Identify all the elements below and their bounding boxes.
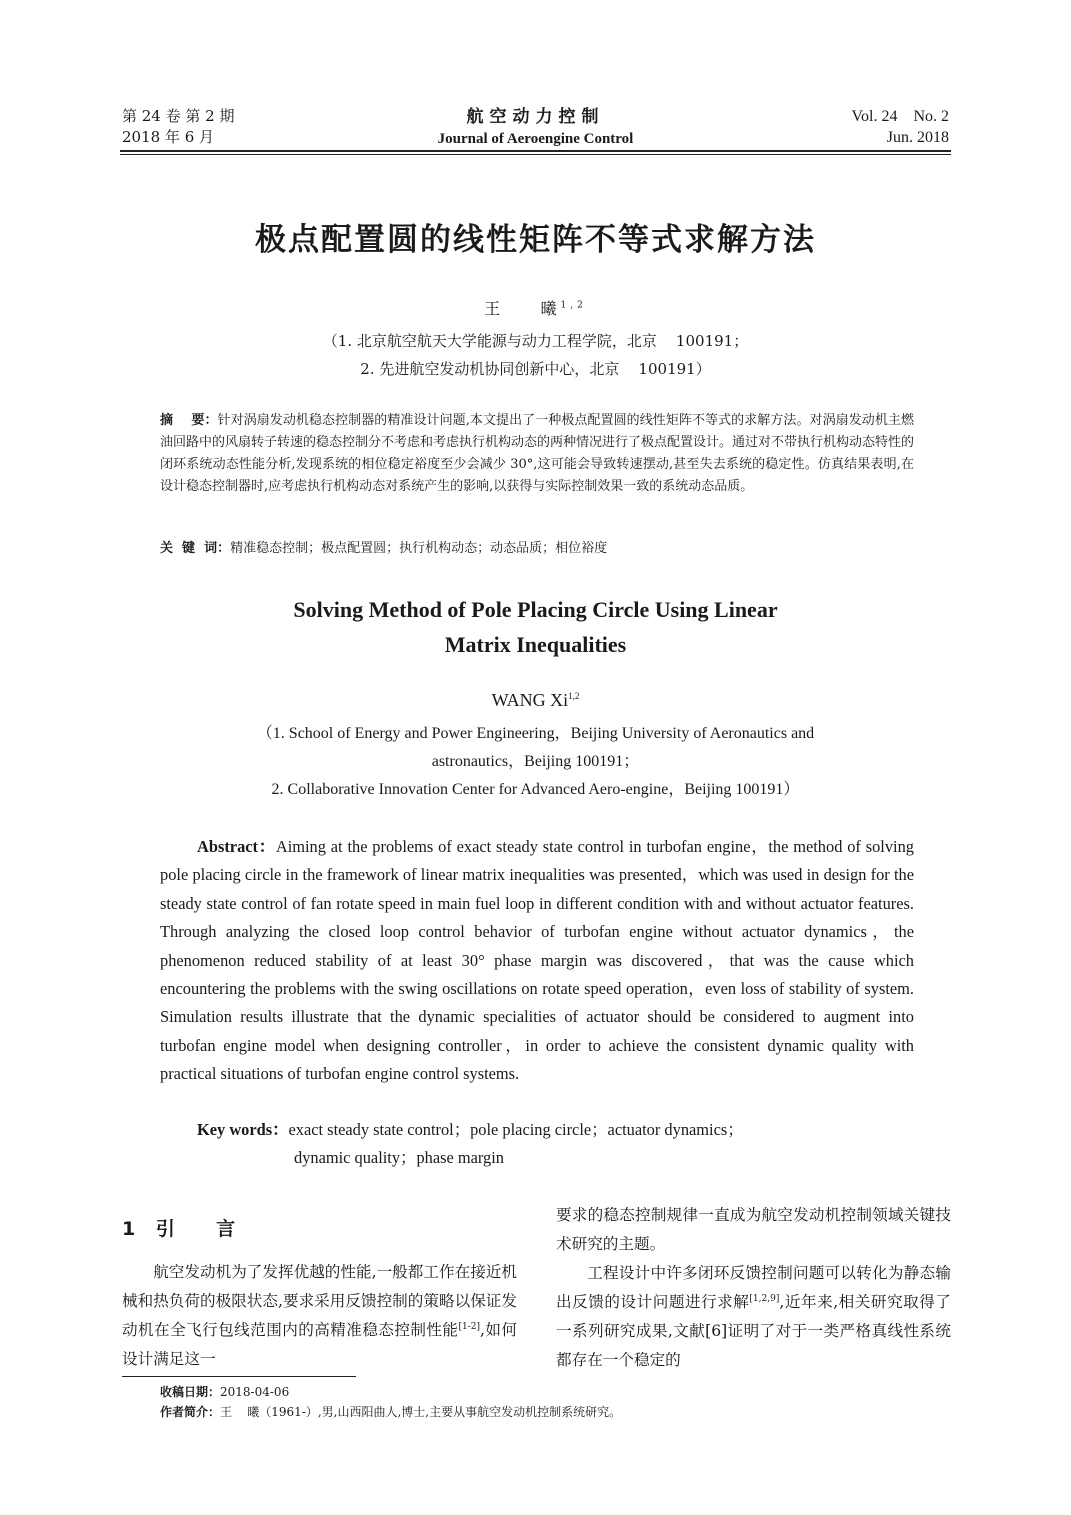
body-paragraph	[122, 1258, 517, 1374]
body-column-left	[122, 1258, 517, 1374]
author-name-en: WANG Xi	[491, 690, 569, 710]
header-rule-thick	[120, 150, 951, 152]
affiliation-cn-line: 2. 先进航空发动机协同创新中心，北京 100191）	[360, 360, 711, 378]
section-title: 引 言	[155, 1218, 236, 1240]
affiliation-en	[0, 720, 1071, 804]
author-affil-sup-cn: 1,2	[560, 300, 587, 311]
paper-title-cn: 极点配置圆的线性矩阵不等式求解方法	[255, 222, 816, 258]
abstract-cn-label: 摘 要：	[160, 413, 218, 428]
abstract-en-label: Abstract：	[197, 837, 276, 856]
citation-ref: [1,2,9]	[749, 1293, 780, 1304]
footnote-received-label: 收稿日期：	[160, 1385, 221, 1399]
journal-name-en: Journal of Aeroengine Control	[437, 131, 634, 147]
keywords-cn-label: 关 键 词：	[160, 541, 231, 556]
body-column-right	[556, 1201, 951, 1375]
affiliation-en-line: （1. School of Energy and Power Engineering，Beijing University of Aeronautics and	[256, 725, 815, 742]
affiliation-cn	[0, 327, 1071, 383]
paper-title-en	[0, 592, 1071, 662]
para-text: 工程设计中许多闭环反馈控制问题可以转化为静态输出反馈的设计问题进行求解	[556, 1264, 951, 1311]
header-volume-en	[852, 106, 950, 148]
author-affil-sup-en: 1,2	[568, 691, 580, 701]
author-en	[0, 690, 1071, 711]
abstract-cn-text: 针对涡扇发动机稳态控制器的精准设计问题,本文提出了一种极点配置圆的线性矩阵不等式的求解方法。对涡扇发动机主燃油回路中的风扇转子转速的稳态控制分不考虑和考虑执行机构动态的两种情况进行了极点配置设计。通过对不带执行机构动态特性的闭环系统动态性能分析,发现系统的相位稳定裕度至少会减少 30°,这可能会导致转速摆动,甚至失去系统的稳定性。仿真结果表明,在设计稳态控制器时,应考虑执行机构动态对系统产生的影响,以获得与实际控制效果一致的系统动态品质。	[160, 413, 915, 494]
header-volume-issue: 第 24 卷 第 2 期	[122, 107, 235, 125]
author-cn	[0, 296, 1071, 319]
footnote-received	[160, 1382, 289, 1402]
section-heading	[122, 1214, 235, 1241]
affiliation-en-line: 2. Collaborative Innovation Center for Advanced Aero-engine，Beijing 100191）	[271, 781, 800, 798]
section-number: 1	[122, 1218, 136, 1240]
header-rule-thin	[120, 154, 951, 155]
abstract-en-text: Aiming at the problems of exact steady state control in turbofan engine，the method of solving pole placing circle in the framework of linear matrix inequalities was presented，which was used in design for the steady state control of fan rotate speed in main fuel loop in different condition with and without actuator features. Through analyzing the closed loop control behavior of turbofan engine without actuator dynamics，the phenomenon reduced stability of at least 30° phase margin was discovered，that was the cause which encountering the problems with the swing oscillations on rotate speed operation，even loss of stability of system. Simulation results illustrate that the dynamic specialities of actuator should be considered to augment into turbofan engine model when designing controller，in order to achieve the consistent dynamic quality with practical situations of turbofan engine control systems.	[160, 837, 914, 1084]
keywords-cn	[160, 538, 914, 560]
paper-title-en-line: Matrix Inequalities	[444, 632, 627, 657]
header-month-year: Jun. 2018	[886, 129, 949, 146]
footnote-received-value: 2018-04-06	[220, 1385, 290, 1399]
header-vol-no: Vol. 24 No. 2	[851, 108, 949, 125]
footnote-author-value: 王 曦（1961-）,男,山西阳曲人,博士,主要从事航空发动机控制系统研究。	[220, 1405, 622, 1419]
keywords-en-label: Key words：	[197, 1120, 289, 1139]
body-paragraph: 要求的稳态控制规律一直成为航空发动机控制领域关键技术研究的主题。	[556, 1206, 951, 1253]
affiliation-cn-line: （1. 北京航空航天大学能源与动力工程学院，北京 100191；	[322, 332, 749, 350]
journal-name-cn: 航空动力控制	[466, 107, 605, 127]
author-name-cn: 王 曦	[484, 299, 561, 318]
header-date: 2018 年 6 月	[122, 128, 215, 146]
affiliation-en-line: astronautics，Beijing 100191；	[431, 753, 640, 770]
keywords-en-line1: exact steady state control；pole placing circle；actuator dynamics；	[288, 1120, 744, 1139]
keywords-cn-text: 精准稳态控制；极点配置圆；执行机构动态；动态品质；相位裕度	[230, 541, 608, 556]
para-text: ,近年来,相关研究取得了一系列研究成果,文献[6]证明了对于一类严格真线性系统都存在一个稳定的	[556, 1293, 951, 1369]
body-paragraph	[556, 1259, 951, 1375]
paper-title-en-line: Solving Method of Pole Placing Circle Using Linear	[293, 597, 778, 622]
keywords-en-line2: dynamic quality；phase margin	[294, 1148, 504, 1168]
citation-ref: [1-2]	[458, 1321, 480, 1332]
para-text: 航空发动机为了发挥优越的性能,一般都工作在接近机械和热负荷的极限状态,要求采用反馈控制的策略以保证发动机在全飞行包线范围内的高精准稳态控制性能	[122, 1263, 517, 1339]
footnote-author-bio	[160, 1402, 621, 1422]
abstract-cn	[160, 410, 914, 498]
para-text: ,如何设计满足这一	[122, 1321, 517, 1368]
footnote-rule	[122, 1376, 356, 1377]
abstract-en	[160, 833, 914, 1089]
keywords-en	[197, 1116, 897, 1173]
footnote-author-label: 作者简介：	[160, 1405, 221, 1419]
